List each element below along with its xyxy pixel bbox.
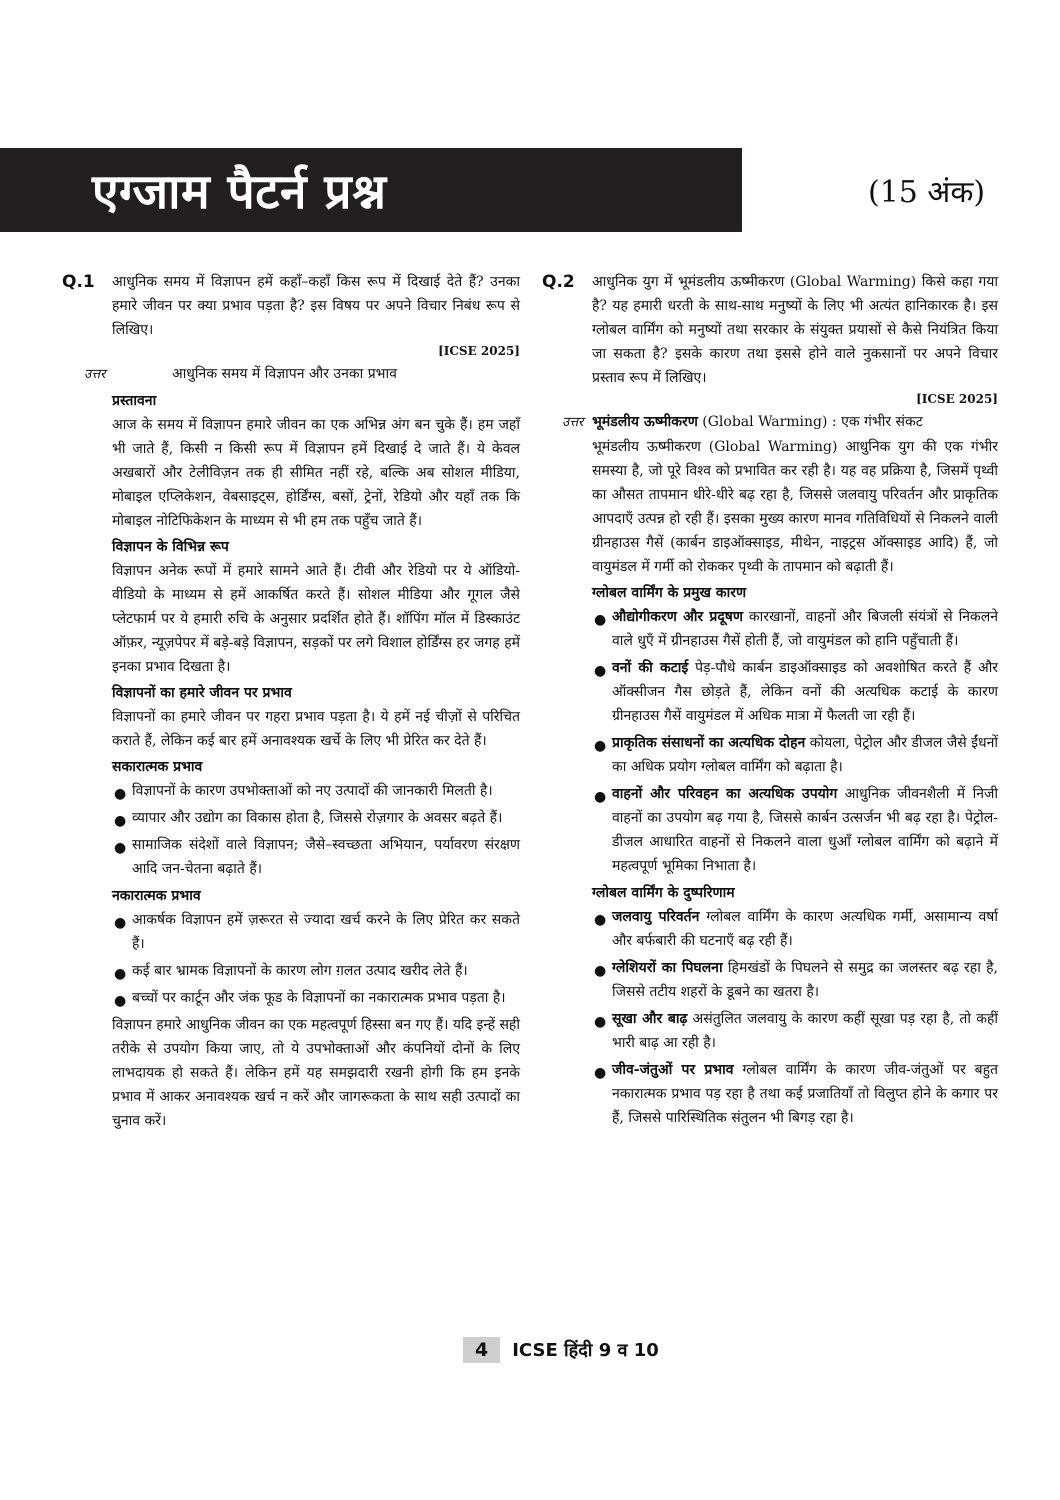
section-heading: ग्लोबल वार्मिंग के दुष्परिणाम xyxy=(592,885,735,901)
list-item: ● विज्ञापनों के कारण उपभोक्ताओं को नए उत्पादों की जानकारी मिलती है। xyxy=(112,779,520,803)
exam-source: [ICSE 2025] xyxy=(916,392,998,406)
causes-list xyxy=(592,605,998,878)
answer-label: उत्तर xyxy=(84,367,106,382)
bullet-icon: ● xyxy=(594,912,607,928)
bullet-icon: ● xyxy=(594,663,607,679)
bullet-icon: ● xyxy=(594,789,607,805)
book-title: ICSE हिंदी 9 व 10 xyxy=(512,1340,659,1361)
bullet-icon: ● xyxy=(594,738,607,754)
bullet-icon: ● xyxy=(114,966,127,982)
paragraph: विज्ञापन अनेक रूपों में हमारे सामने आते हैं। टीवी और रेडियो पर ये ऑडियो-वीडियो के माध्यम से हमें आकर्षित करते हैं। सोशल मीडिया और गूगल जैसे प्लेटफार्म पर ये हमारी रुचि के अनुसार प्रदर्शित होते हैं। शॉपिंग मॉल में डिस्काउंट ऑफ़र, न्यूज़पेपर में बड़े-बड़े विज्ञापन, सड़कों पर लगे विशाल होर्डिंग्स हर जगह हमें इनका प्रभाव दिखता है। xyxy=(112,563,520,675)
page-number: 4 xyxy=(463,1337,500,1363)
section-heading: सकारात्मक प्रभाव xyxy=(112,759,203,775)
bullet-icon: ● xyxy=(114,813,127,829)
list-item: ● वाहनों और परिवहन का अत्यधिक उपयोग आधुनिक जीवनशैली में निजी वाहनों का उपयोग बढ़ गया है, जिससे कार्बन उत्सर्जन भी बढ़ रहा है। पेट्रोल-डीजल आधारित वाहनों से निकलने वाला धुआँ ग्लोबल वार्मिंग को बढ़ाने में महत्वपूर्ण भूमिका निभाता है। xyxy=(594,786,999,874)
paragraph: आज के समय में विज्ञापन हमारे जीवन का एक अभिन्न अंग बन चुके हैं। हम जहाँ भी जाते हैं, किसी न किसी रूप में विज्ञापन हमें दिखाई दे जाते हैं। ये केवल अखबारों और टेलीविज़न तक ही सीमित नहीं रहे, बल्कि अब सोशल मीडिया, मोबाइल एप्लिकेशन, वेबसाइट्स, होर्डिंग्स, बसों, ट्रेनों, रेडियो और यहाँ तक कि मोबाइल नोटिफिकेशन के माध्यम से भी हम तक पहुँच जाते हैं। xyxy=(112,417,520,529)
answer-header xyxy=(542,410,998,435)
exam-source: [ICSE 2025] xyxy=(438,344,520,358)
list-item: ● ग्लेशियरों का पिघलना हिमखंडों के पिघलने से समुद्र का जलस्तर बढ़ रहा है, जिससे तटीय शहरों के डूबने का खतरा है। xyxy=(594,960,999,1000)
section-heading: विज्ञापन के विभिन्न रूप xyxy=(112,539,229,555)
bullet-icon: ● xyxy=(114,840,127,856)
section-heading: विज्ञापनों का हमारे जीवन पर प्रभाव xyxy=(112,685,292,701)
bullet-icon: ● xyxy=(594,612,607,628)
list-item: ● बच्चों पर कार्टून और जंक फूड के विज्ञापनों का नकारात्मक प्रभाव पड़ता है। xyxy=(112,986,520,1010)
list-item: ● सूखा और बाढ़ असंतुलित जलवायु के कारण कहीं सूखा पड़ रहा है, तो कहीं भारी बाढ़ आ रही है। xyxy=(594,1011,999,1051)
bullet-icon: ● xyxy=(114,786,127,802)
negative-list xyxy=(112,908,520,1010)
answer-title: आधुनिक समय में विज्ञापन और उनका प्रभाव xyxy=(172,366,397,382)
list-item: ● जलवायु परिवर्तन ग्लोबल वार्मिंग के कारण अत्यधिक गर्मी, असामान्य वर्षा और बर्फबारी की घटनाएँ बढ़ रही हैं। xyxy=(594,909,999,949)
page-footer xyxy=(463,1337,659,1363)
section-heading: नकारात्मक प्रभाव xyxy=(112,888,201,904)
title-banner xyxy=(0,148,742,232)
bullet-icon: ● xyxy=(594,1014,607,1030)
answer-body xyxy=(112,389,520,1133)
answer-title-rest: (Global Warming) : एक गंभीर संकट xyxy=(702,414,923,430)
list-item: ● जीव-जंतुओं पर प्रभाव ग्लोबल वार्मिंग के कारण जीव-जंतुओं पर बहुत नकारात्मक प्रभाव पड़ रहा है तथा कई प्रजातियाँ तो विलुप्त होने के कगार पर हैं, जिससे पारिस्थितिक संतुलन भी बिगड़ रहा है। xyxy=(594,1062,998,1126)
question-1 xyxy=(62,270,520,342)
answer-header xyxy=(62,362,520,387)
bullet-icon: ● xyxy=(594,1065,607,1081)
answer-label: उत्तर xyxy=(562,415,584,430)
question-2-column xyxy=(542,270,998,1133)
bullet-icon: ● xyxy=(114,993,127,1009)
question-number: Q.2 xyxy=(542,272,575,292)
paragraph: भूमंडलीय ऊष्मीकरण (Global Warming) आधुनिक युग की एक गंभीर समस्या है, जो पूरे विश्व को प्रभावित कर रही है। यह वह प्रक्रिया है, जिसमें पृथ्वी का औसत तापमान धीरे-धीरे बढ़ रहा है, जिससे जलवायु परिवर्तन और प्राकृतिक आपदाएँ उत्पन्न हो रही हैं। इसका मुख्य कारण मानव गतिविधियों से निकलने वाली ग्रीनहाउस गैसें (कार्बन डाइऑक्साइड, मीथेन, नाइट्रस ऑक्साइड आदि) हैं, जो वायुमंडल में गर्मी को रोककर पृथ्वी के तापमान को बढ़ाती हैं। xyxy=(592,439,998,575)
positive-list xyxy=(112,779,520,881)
question-text: आधुनिक समय में विज्ञापन हमें कहाँ–कहाँ किस रूप में दिखाई देते हैं? उनका हमारे जीवन पर क्या प्रभाव पड़ता है? इस विषय पर अपने विचार निबंध रूप से लिखिए। xyxy=(112,274,520,338)
section-heading: ग्लोबल वार्मिंग के प्रमुख कारण xyxy=(592,585,747,601)
conclusion: विज्ञापन हमारे आधुनिक जीवन का एक महत्वपूर्ण हिस्सा बन गए हैं। यदि इन्हें सही तरीके से उपयोग किया जाए, तो ये उपभोक्ताओं और कंपनियों दोनों के लिए लाभदायक हो सकते हैं। लेकिन हमें यह समझदारी रखनी होगी कि हम इनके प्रभाव में आकर अनावश्यक खर्च न करें और जागरूकता के साथ सही उत्पादों का चुनाव करें। xyxy=(112,1017,520,1129)
list-item: ● औद्योगीकरण और प्रदूषण कारखानों, वाहनों और बिजली संयंत्रों से निकलने वाले धुएँ में ग्रीनहाउस गैसें होती हैं, जो वायुमंडल को हानि पहुँचाती हैं। xyxy=(594,609,998,649)
effects-list xyxy=(592,905,998,1130)
question-1-column xyxy=(62,270,520,1133)
answer-title: भूमंडलीय ऊष्मीकरण xyxy=(592,414,698,430)
list-item: ● कई बार भ्रामक विज्ञापनों के कारण लोग ग़लत उत्पाद खरीद लेते हैं। xyxy=(112,959,520,983)
question-2 xyxy=(542,270,998,390)
list-item: ● वनों की कटाई पेड़-पौधे कार्बन डाइऑक्साइड को अवशोषित करते हैं और ऑक्सीजन गैस छोड़ते हैं, लेकिन वनों की अत्यधिक कटाई के कारण ग्रीनहाउस गैसें वायुमंडल में अधिक मात्रा में फैलती जा रही हैं। xyxy=(594,660,999,724)
list-item: ● आकर्षक विज्ञापन हमें ज़रूरत से ज्यादा खर्च करने के लिए प्रेरित कर सकते हैं। xyxy=(114,912,520,952)
question-number: Q.1 xyxy=(62,272,95,292)
bullet-icon: ● xyxy=(594,963,607,979)
paragraph: विज्ञापनों का हमारे जीवन पर गहरा प्रभाव पड़ता है। ये हमें नई चीज़ों से परिचित कराते हैं, लेकिन कई बार हमें अनावश्यक खर्चे के लिए भी प्रेरित कर देते हैं। xyxy=(112,709,520,749)
answer-body xyxy=(592,435,998,1130)
question-text: आधुनिक युग में भूमंडलीय ऊष्मीकरण (Global Warming) किसे कहा गया है? यह हमारी धरती के साथ-साथ मनुष्यों के लिए भी अत्यंत हानिकारक है। इस ग्लोबल वार्मिंग को मनुष्यों तथा सरकार के संयुक्त प्रयासों से कैसे नियंत्रित किया जा सकता है? इसके कारण तथा इससे होने वाले नुकसानों पर अपने विचार प्रस्ताव रूप में लिखिए। xyxy=(592,274,998,386)
list-item: ● प्राकृतिक संसाधनों का अत्यधिक दोहन कोयला, पेट्रोल और डीजल जैसे ईंधनों का अधिक प्रयोग ग्लोबल वार्मिंग को बढ़ाता है। xyxy=(594,735,999,775)
list-item: ● सामाजिक संदेशों वाले विज्ञापन; जैसे–स्वच्छता अभियान, पर्यावरण संरक्षण आदि जन-चेतना बढ़ाते हैं। xyxy=(114,837,520,877)
list-item: ● व्यापार और उद्योग का विकास होता है, जिससे रोज़गार के अवसर बढ़ते हैं। xyxy=(112,806,520,830)
section-heading: प्रस्तावना xyxy=(112,393,157,409)
page-title: एग्जाम पैटर्न प्रश्न xyxy=(92,163,387,220)
bullet-icon: ● xyxy=(114,915,127,931)
marks-label: (15 अंक) xyxy=(868,175,986,210)
